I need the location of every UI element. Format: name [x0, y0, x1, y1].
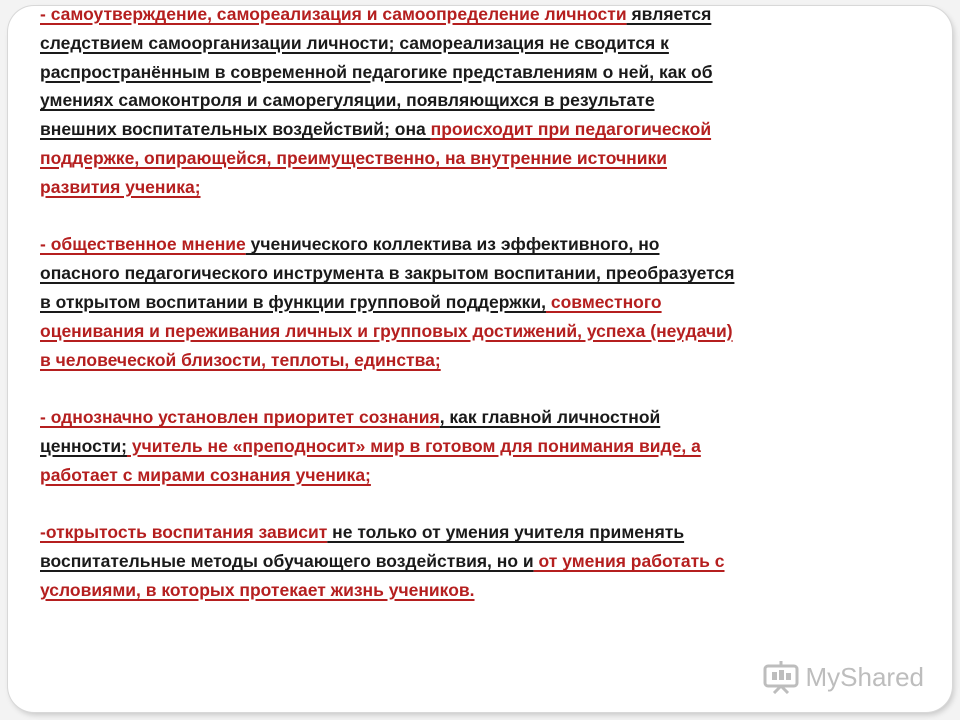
body-text: следствием самоорганизации личности; самореализация не сводится к	[40, 32, 669, 53]
highlighted-text: работает с мирами сознания ученика;	[40, 464, 371, 485]
paragraph	[40, 0, 920, 202]
paragraph-gap	[40, 490, 920, 519]
highlighted-text: происходит при педагогической	[430, 119, 712, 140]
highlighted-text: развития ученика;	[40, 176, 201, 197]
body-text: распространённым в современной педагогике представлениям о ней, как об	[40, 61, 713, 82]
text-line	[40, 432, 920, 461]
myshared-logo-icon	[762, 660, 800, 694]
text-line	[40, 317, 920, 346]
watermark	[762, 660, 925, 694]
highlighted-text: совместного	[546, 291, 662, 312]
text-line	[40, 461, 920, 490]
highlighted-text: в человеческой близости, теплоты, единства;	[40, 349, 441, 370]
highlighted-text: условиями, в которых протекает жизнь учеников.	[40, 579, 475, 600]
body-text: внешних воспитательных воздействий; она	[40, 119, 431, 140]
slide-body-text	[40, 0, 920, 605]
text-line	[40, 576, 920, 605]
text-line	[40, 173, 920, 202]
body-text: опасного педагогического инструмента в закрытом воспитании, преобразуется	[40, 263, 735, 284]
text-line	[40, 144, 920, 173]
highlighted-text: - самоутверждение, самореализация и самоопределение личности	[40, 4, 627, 24]
text-line	[40, 58, 920, 87]
text-line	[40, 547, 920, 576]
text-line	[40, 115, 920, 144]
text-line	[40, 288, 920, 317]
body-text: воспитательные методы обучающего воздействия, но и	[40, 551, 534, 572]
body-text: не только от умения учителя применять	[327, 522, 685, 543]
highlighted-text: оценивания и переживания личных и групповых достижений, успеха (неудачи)	[40, 320, 733, 341]
body-text: ценности;	[40, 435, 127, 456]
paragraph	[40, 518, 920, 604]
paragraph-gap	[40, 374, 920, 403]
text-line	[40, 29, 920, 58]
text-line	[40, 259, 920, 288]
paragraph	[40, 403, 920, 489]
paragraph	[40, 230, 920, 374]
body-text: умениях самоконтроля и саморегуляции, появляющихся в результате	[40, 90, 655, 111]
text-line	[40, 86, 920, 115]
body-text: , как главной личностной	[439, 407, 661, 428]
highlighted-text: - общественное мнение	[40, 234, 246, 255]
paragraph-gap	[40, 202, 920, 231]
text-line	[40, 346, 920, 375]
highlighted-text: -открытость воспитания зависит	[40, 522, 328, 543]
highlighted-text: учитель не «преподносит» мир в готовом для понимания виде, а	[126, 435, 701, 456]
body-text: в открытом воспитании в функции групповой поддержки,	[40, 291, 547, 312]
text-line	[40, 230, 920, 259]
highlighted-text: - однозначно установлен приоритет сознания	[40, 407, 440, 428]
text-line	[40, 0, 920, 29]
body-text: ученического коллектива из эффективного, но	[245, 234, 660, 255]
text-line	[40, 403, 920, 432]
body-text: является	[626, 4, 712, 24]
highlighted-text: поддержке, опирающейся, преимущественно, на внутренние источники	[40, 147, 667, 168]
highlighted-text: от умения работать с	[533, 551, 725, 572]
watermark-text: MyShared	[805, 661, 924, 692]
text-line	[40, 518, 920, 547]
